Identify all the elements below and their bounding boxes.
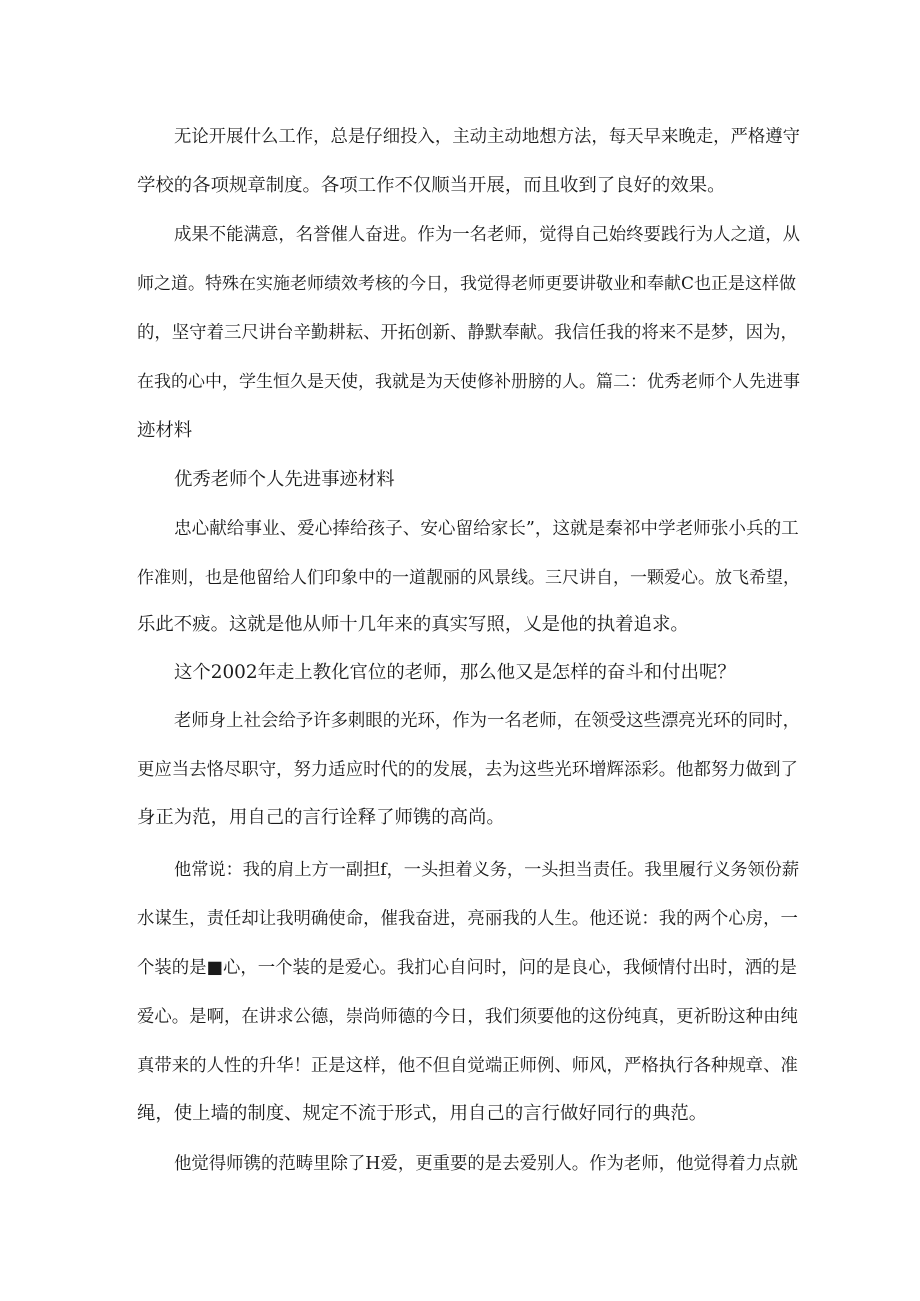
text-line: 真带来的人性的升华！正是这样，他不但自觉端正师例、师风，严格执行各种规章、准	[137, 1056, 798, 1076]
text-line: 无论开展什么工作，总是仔细投入，主动主动地想方法，每天早来晚走，严格遵守	[174, 127, 801, 147]
text-line: 爱心。是啊，在讲求公德，崇尚师德的今日，我们须要他的这份纯真，更祈盼这种由纯	[137, 1007, 798, 1027]
text-line: 乐此不疲。这就是他从师十几年来的真实写照，乂是他的执着追求。	[137, 614, 689, 635]
text-line: 在我的心中，学生恒久是天使，我就是为天使修补册膀的人。篇二：优秀老师个人先进事	[137, 372, 800, 392]
text-line: 他常说：我的肩上方一副担f，一头担着义务，一头担当责任。我里履行义务领份薪	[174, 860, 800, 880]
text-line: 更应当去恪尽职守，努力适应时代的的发展，去为这些光环增辉添彩。他都努力做到了	[137, 760, 798, 780]
section-title: 优秀老师个人先进事迹材料	[174, 469, 395, 490]
text-line: 水谋生，责任却让我明确使命，催我奋进，亮丽我的人生。他还说：我的两个心房，一	[137, 909, 798, 929]
text-line: 忠心献给事业、爱心捧给孩子、安心留给家长”，这就是秦祁中学老师张小兵的工	[174, 519, 799, 539]
text-line: 的，坚守着三尺讲台辛勤耕耘、开拓创新、静默奉献。我信任我的将来不是梦，因为，	[137, 323, 798, 343]
text-line: 学校的各项规章制度。各项工作不仅顺当开展，而且收到了良好的效果。	[137, 175, 726, 196]
text-line: 个装的是■心，一个装的是爱心。我扪心自问时，问的是良心，我倾情付出时，洒的是	[137, 958, 797, 978]
text-line: 迹材料	[137, 420, 193, 441]
text-line: 身正为范，用自己的言行诠释了师镌的高尚。	[137, 807, 505, 828]
text-line: 作准则，也是他留给人们印象中的一道靓丽的风景线。三尺讲自，一颗爱心。放飞希望，	[137, 568, 800, 588]
text-line: 他觉得师镌的范畴里除了H爱，更重要的是去爱别人。作为老师，他觉得着力点就	[174, 1154, 798, 1174]
text-line: 成果不能满意，名誉催人奋进。作为一名老师，觉得自己始终要践行为人之道，从	[174, 225, 801, 245]
text-line: 绳，使上墙的制度、规定不流于形式，用自己的言行做好同行的典范。	[137, 1103, 708, 1124]
text-line: 这个2002年走上教化官位的老师，那么他又是怎样的奋斗和付出呢？	[174, 662, 736, 683]
text-line: 师之道。特殊在实施老师绩效考核的今日，我觉得老师更要讲敬业和奉献C也正是这样做	[137, 274, 797, 294]
text-line: 老师身上社会给予许多刺眼的光环，作为一名老师，在领受这些漂亮光环的同时，	[174, 711, 801, 731]
